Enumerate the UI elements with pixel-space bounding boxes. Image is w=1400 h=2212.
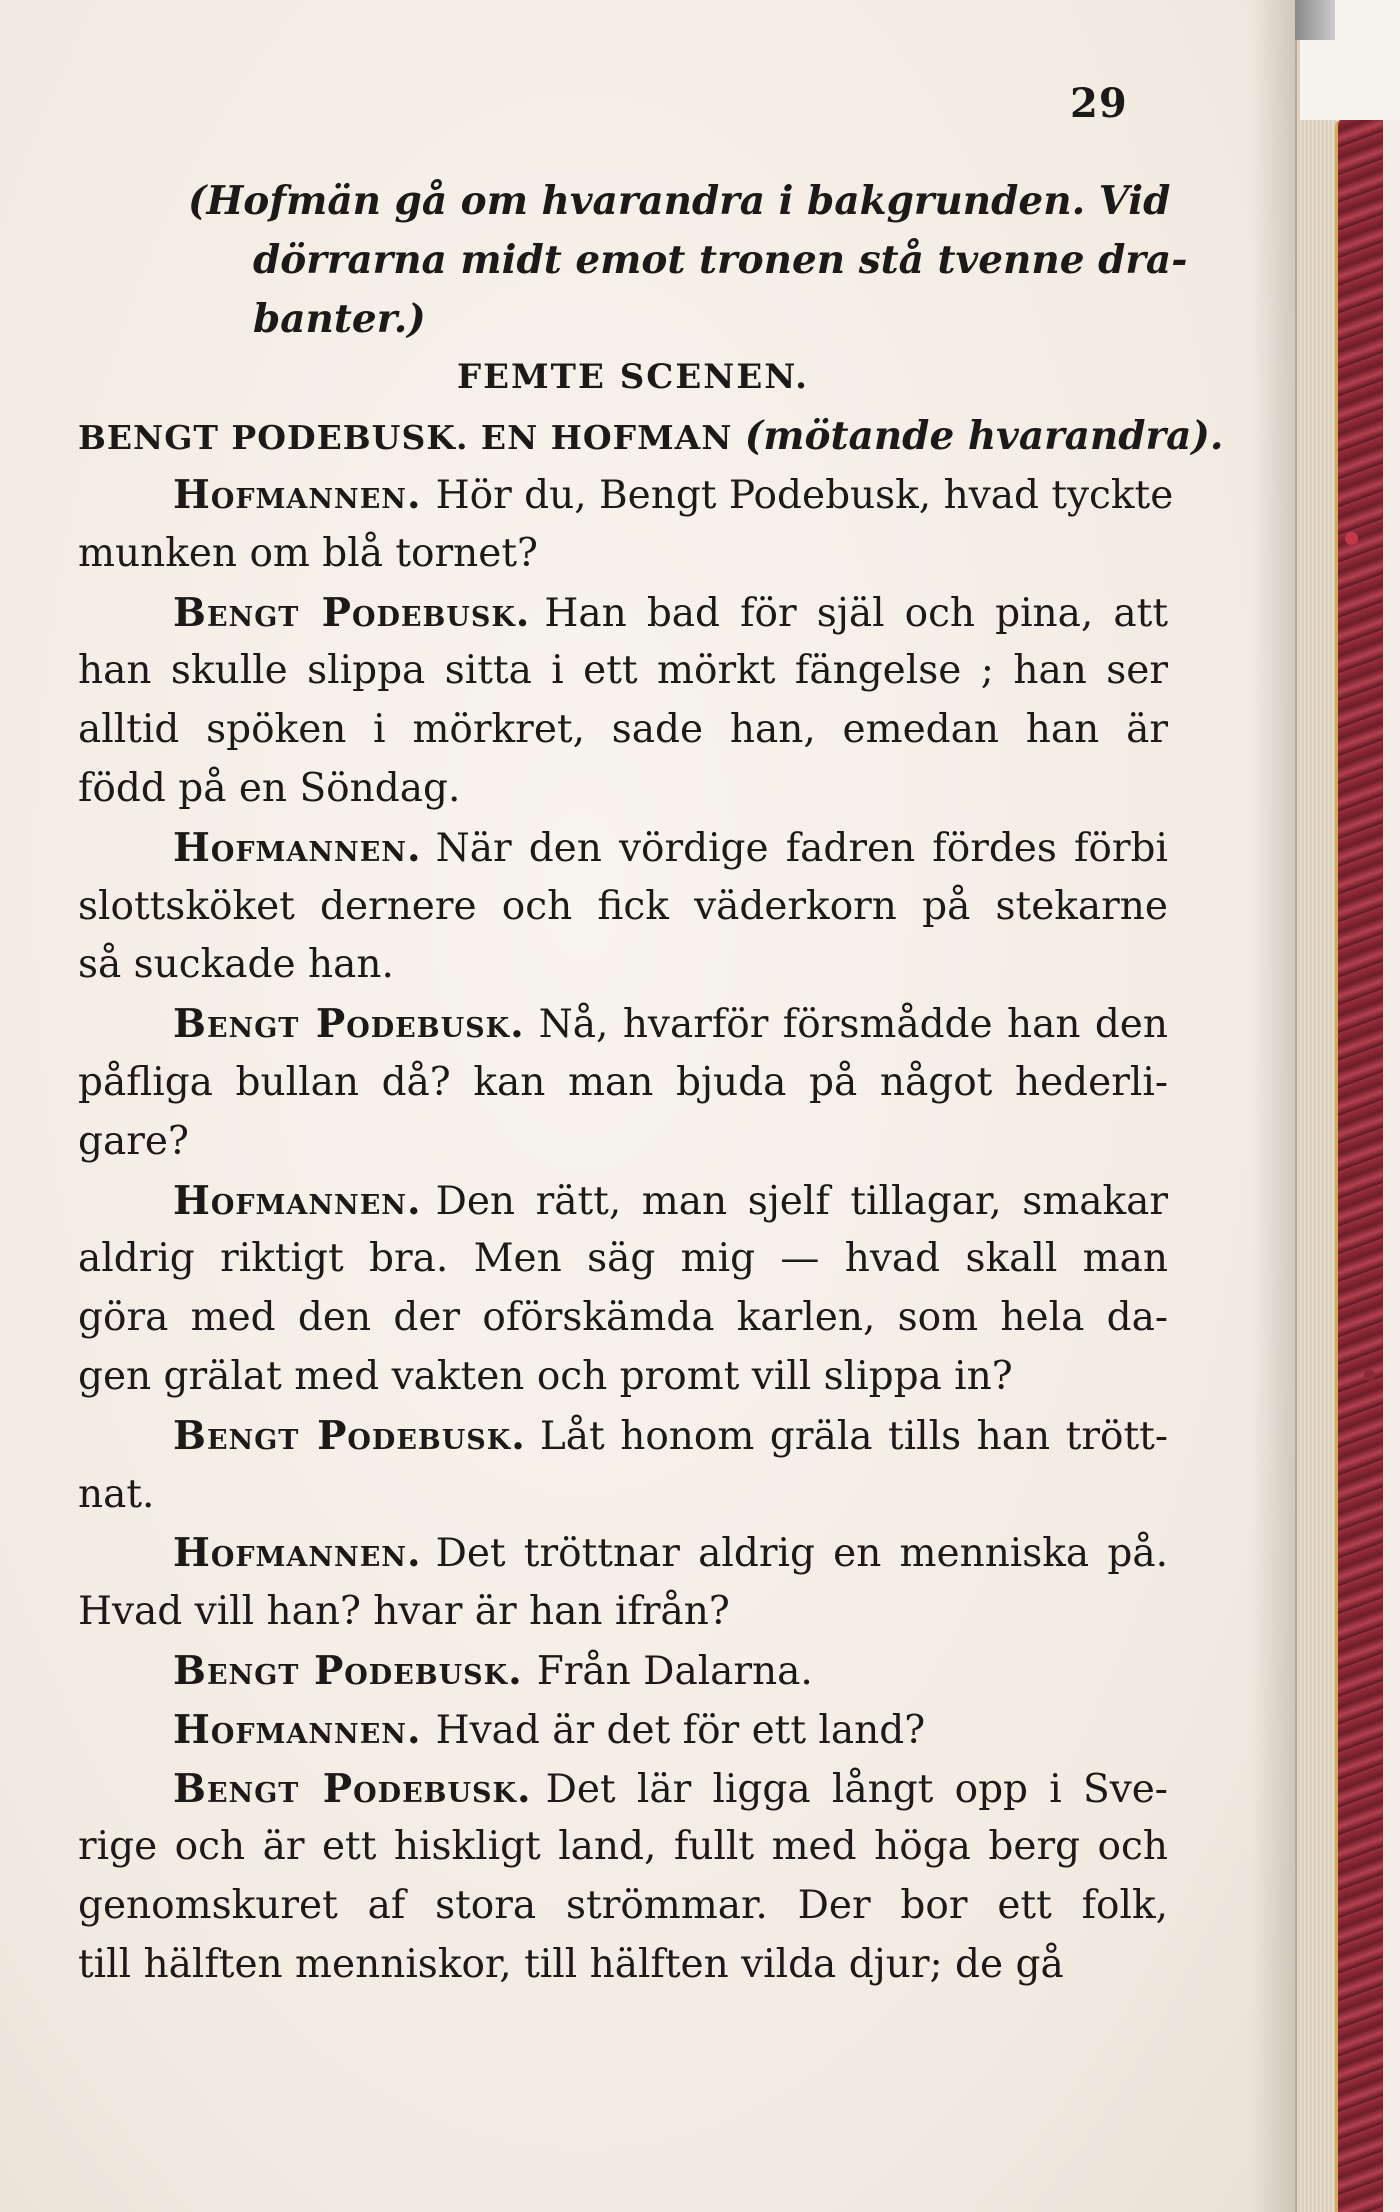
speech-line: alltid spöken i mörkret, sade han, emedan han är [78, 707, 1168, 753]
speaker-name: Hofmannen. [173, 1177, 422, 1224]
speech-first-line [78, 1642, 1168, 1701]
speech-line: påfliga bullan då? kan man bjuda på något hederli- [78, 1059, 1168, 1105]
speech-line: gare? [78, 1118, 189, 1164]
speech-line: munken om blå tornet? [78, 530, 538, 576]
speech-first-line [78, 1701, 1168, 1760]
speaker-name: Bengt Podebusk. [173, 1765, 532, 1812]
speaker-name: Bengt Podebusk. [173, 1647, 523, 1694]
speech-first-line [78, 466, 1174, 525]
speech-line: genomskuret af stora strömmar. Der bor ett folk, [78, 1883, 1168, 1929]
speech-line: gen grälat med vakten och promt vill slippa in? [78, 1353, 1013, 1399]
speech-line: göra med den der oförskämda karlen, som hela da- [78, 1295, 1168, 1341]
speaker-name: Bengt Podebusk. [173, 589, 531, 636]
page-text [78, 172, 1224, 1995]
speaker-name: Hofmannen. [173, 824, 422, 871]
speech-line: Hvad vill han? hvar är han ifrån? [78, 1589, 730, 1635]
gutter-shadow [1250, 0, 1295, 2212]
speaker-name: Bengt Podebusk. [173, 1412, 526, 1459]
page-edges [1295, 30, 1337, 2212]
book-cover-edge [1335, 120, 1383, 2212]
speech-first-line [78, 819, 1168, 878]
cast-names: BENGT PODEBUSK. EN HOFMAN [78, 418, 733, 458]
speeches [78, 466, 1174, 1995]
speech-text: Han bad för själ och pina, att [544, 590, 1168, 636]
speech-line: slottsköket dernere och fick väderkorn på stekarne [78, 883, 1168, 929]
speech-line: till hälften menniskor, till hälften vilda djur; de gå [78, 1941, 1064, 1987]
speech-text: Hör du, Bengt Podebusk, hvad tyckte [435, 472, 1174, 518]
speaker-name: Hofmannen. [173, 1706, 422, 1753]
speech-line: så suckade han. [78, 942, 394, 988]
speech-line: född på en Söndag. [78, 765, 461, 811]
corner-mark [1295, 0, 1335, 40]
speaker-name: Hofmannen. [173, 1530, 422, 1577]
speech-line: aldrig riktigt bra. Men säg mig — hvad skall man [78, 1236, 1168, 1282]
speech-text: När den vördige fadren fördes förbi [435, 825, 1168, 871]
speaker-name: Bengt Podebusk. [173, 1001, 525, 1048]
speech-line: han skulle slippa sitta i ett mörkt fängelse ; han ser [78, 648, 1168, 694]
cast-direction: (mötande hvarandra). [744, 413, 1224, 460]
speech-text: Nå, hvarför försmådde han den [538, 1002, 1168, 1048]
speaker-name: Hofmannen. [173, 471, 422, 518]
speech-text: Hvad är det för ett land? [435, 1707, 926, 1753]
speech-first-line [78, 1407, 1168, 1466]
speech-line: rige och är ett hiskligt land, fullt med höga berg och [78, 1824, 1168, 1870]
speech-text: Det lär ligga långt opp i Sve- [545, 1766, 1168, 1812]
speech-first-line [78, 995, 1168, 1054]
speech-text: Låt honom gräla tills han trött- [539, 1413, 1168, 1459]
speech-first-line [78, 1760, 1168, 1819]
speech-line: nat. [78, 1471, 155, 1517]
page-number: 29 [1070, 80, 1128, 127]
speech-first-line [78, 1524, 1168, 1583]
speech-first-line [78, 1172, 1168, 1231]
speech-text: Den rätt, man sjelf tillagar, smakar [435, 1178, 1168, 1224]
cast-line [78, 407, 1224, 466]
speech-text: Det tröttnar aldrig en menniska på. [435, 1531, 1168, 1577]
scene-heading: FEMTE SCENEN. [456, 357, 809, 398]
stage-direction-line: (Hofmän gå om hvarandra i bakgrunden. Vid [188, 178, 1171, 224]
speech-text: Från Dalarna. [536, 1648, 813, 1694]
speech-first-line [78, 584, 1168, 643]
stage-direction-line: dörrarna midt emot tronen stå tvenne dra- [253, 236, 1188, 283]
stage-direction-line: banter.) [253, 295, 426, 342]
